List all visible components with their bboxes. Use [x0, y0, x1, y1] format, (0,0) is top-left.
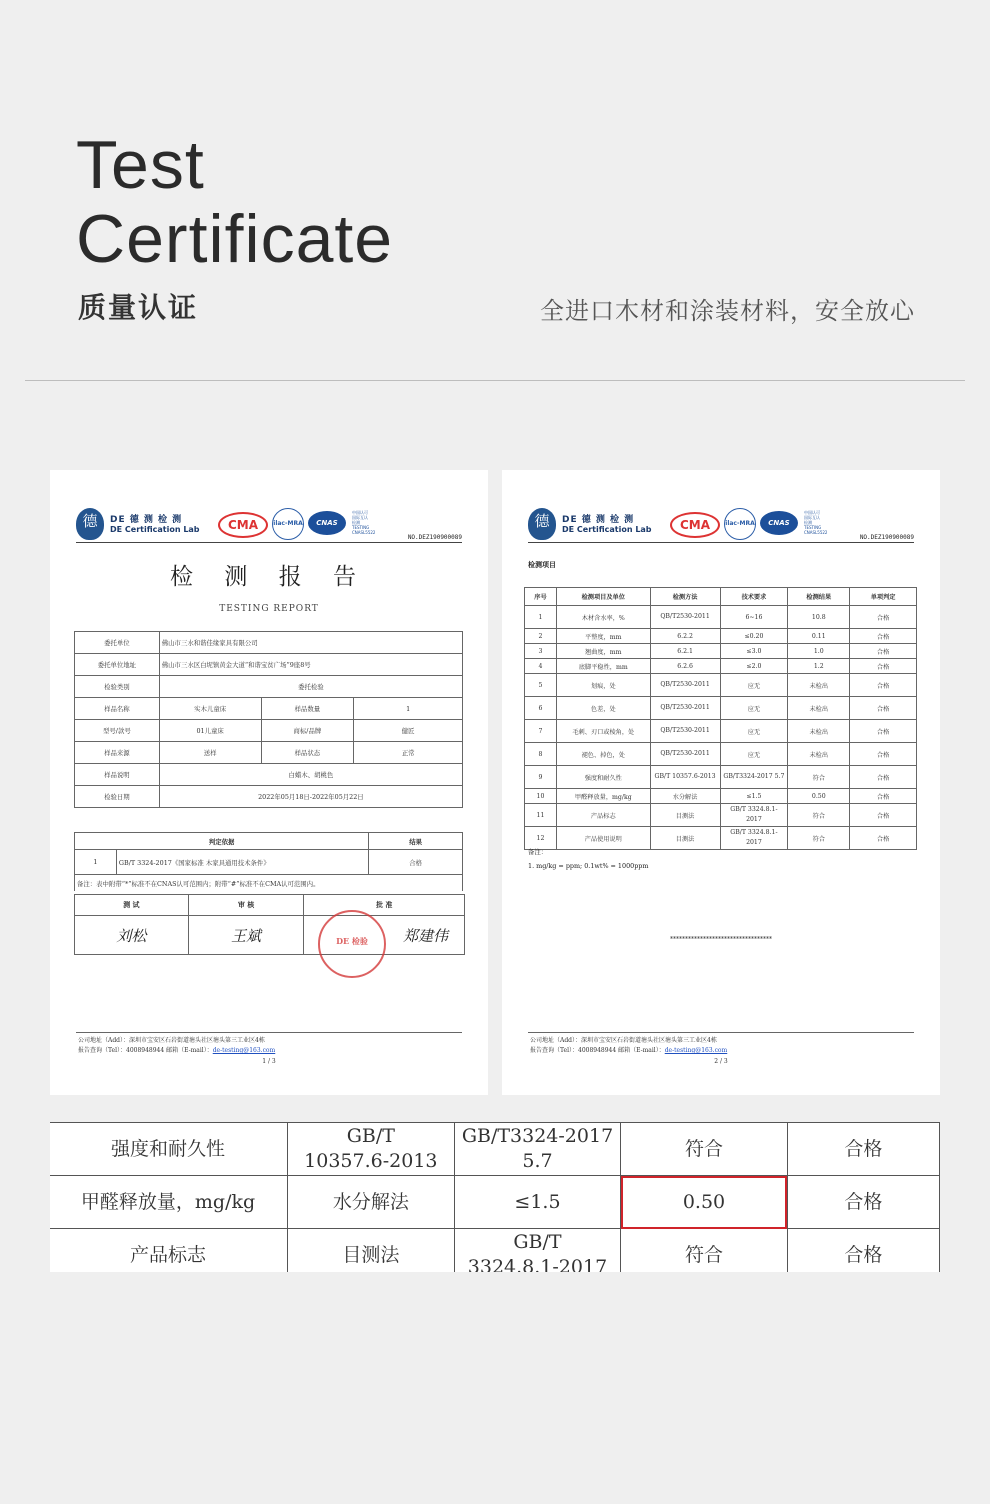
basis-table: 判定依据 结果 1 GB/T 3324-2017《国家标准 木家具通用技术条件》 合格 备注：表中附带“*”标准不在CNAS认可范围内；附带“#”标准不在CMA认可范围内。	[74, 832, 463, 891]
end-marker: **********************************	[670, 936, 772, 943]
table-row: 12 产品使用说明 目测法 GB/T 3324.8.1-2017 符合 合格	[525, 827, 917, 850]
table-row: 1 木材含水率，% QB/T2530-2011 6~16 10.8 合格	[525, 606, 917, 629]
report-title: 检 测 报 告	[170, 564, 368, 590]
test-items-table: 序号 检测项目及单位 检测方法 技术要求 检测结果 单项判定 1 木材含水率，% QB/T2530-2011 6~16 10.8 合格 2 平整度，mm 6.2.2 ≤0.20 0.11 合格 3 翘曲度，mm 6.2.1 ≤3.0 1.0 合格 4 底脚平稳性，mm 6.2.6 ≤2.0 1.2 合格 5 划痕，处 QB/T2530-2011 应无 未检出 合格 6 色差，处 QB/T2530-2011 应无 未检出 合格 7 毛刺、刃口或棱角，处 QB/T2530-2011 应无 未检出 合格 8 褪色、掉色，处 QB/T2530-2011 应无 未检出 合格 9 强度和耐久性 GB/T 10357.6-2013 GB/T3324-2017 5.7 符合 合格 10 甲醛释放量，mg/kg 水分解法 ≤1.5 0.50 合格 11 产品标志 目测法 GB/T 3324.8.1-2017 符合 合格 12 产品使用说明 目测法 GB/T 3324.8.1-2017 符合 合格	[524, 587, 917, 850]
hero-tagline: 全进口木材和涂装材料，安全放心	[540, 297, 915, 325]
signature-table: 测 试 审 核 批 准 刘松 王斌 郑建伟	[74, 894, 465, 955]
signature-approver: 郑建伟	[402, 926, 448, 945]
highlighted-result: 0.50	[621, 1176, 787, 1229]
footer-rule	[76, 1032, 462, 1033]
hero-subtitle: 质量认证	[78, 291, 199, 324]
report-page-2	[502, 470, 940, 1095]
lab-name-en: DE Certification Lab	[110, 525, 200, 534]
page-number: 1 / 3	[262, 1058, 276, 1065]
table-row: 产品标志 目测法 GB/T 3324.8.1-2017 符合 合格	[50, 1229, 940, 1273]
report-header	[528, 508, 914, 548]
lab-name-cn: DE 德 测 检 测	[110, 515, 183, 525]
notes-line: 1. mg/kg = ppm; 0.1wt% = 1000ppm	[528, 862, 649, 870]
zoomed-table	[50, 1122, 940, 1272]
footer-email-link[interactable]: de-testing@163.com	[664, 1047, 728, 1054]
table-row: 9 强度和耐久性 GB/T 10357.6-2013 GB/T3324-2017 5.7 符合 合格	[525, 766, 917, 789]
table-row: 11 产品标志 目测法 GB/T 3324.8.1-2017 符合 合格	[525, 804, 917, 827]
lab-name-en: DE Certification Lab	[562, 525, 652, 534]
notes-heading: 备注：	[528, 848, 548, 856]
signature-reviewer: 王斌	[231, 926, 262, 945]
report-subtitle: TESTING REPORT	[219, 604, 319, 614]
divider	[25, 380, 965, 381]
hero-title-line1: Test	[76, 127, 205, 203]
footer-email-link[interactable]: de-testing@163.com	[212, 1047, 276, 1054]
cma-logo-icon: CMA	[670, 512, 720, 538]
table-row: 7 毛刺、刃口或棱角，处 QB/T2530-2011 应无 未检出 合格	[525, 720, 917, 743]
cnas-text: 中国认可 国际互认 检测 TESTING CNASL5522	[804, 510, 828, 535]
table-row: 4 底脚平稳性，mm 6.2.6 ≤2.0 1.2 合格	[525, 659, 917, 674]
table-row: 强度和耐久性 GB/T 10357.6-2013 GB/T3324-2017 5.7 符合 合格	[50, 1123, 940, 1176]
table-row: 8 褪色、掉色，处 QB/T2530-2011 应无 未检出 合格	[525, 743, 917, 766]
ilac-logo-icon: ilac-MRA	[724, 508, 756, 540]
report-header	[76, 508, 462, 548]
cma-logo-icon: CMA	[218, 512, 268, 538]
page-number: 2 / 3	[714, 1058, 728, 1065]
hero-title	[76, 128, 393, 276]
report-number: NO.DEZ190900089	[407, 534, 462, 541]
red-stamp-icon: DE 检验	[318, 910, 386, 978]
de-logo-icon: 德	[528, 508, 556, 540]
report-footer: 公司地址（Add）：深圳市宝安区石岩街道塘头社区塘头第三工业区4栋 报告查询（Tel）：4008948944 邮箱（E-mail）：de-testing@163.com	[530, 1037, 728, 1054]
cnas-logo-icon: CNAS	[308, 511, 346, 535]
cnas-logo-icon: CNAS	[760, 511, 798, 535]
table-row: 3 翘曲度，mm 6.2.1 ≤3.0 1.0 合格	[525, 644, 917, 659]
table-row: 6 色差，处 QB/T2530-2011 应无 未检出 合格	[525, 697, 917, 720]
sample-info-table: 委托单位 佛山市三水和谐佳缘家具有限公司 委托单位地址 佛山市三水区白坭镇黄金大道“和谐宝贫广场”9座8号 检验类别 委托检验 样品名称 实木儿童床 样品数量 1 型号/款号 01儿童床 商标/品牌 健匠 样品来源 送样 样品状态 正常 样品说明 白蜡木、胡桃色 检验日期 2022年05月18日-2022年05月22日	[74, 631, 463, 808]
cnas-text: 中国认可 国际互认 检测 TESTING CNASL5522	[352, 510, 376, 535]
ilac-logo-icon: ilac-MRA	[272, 508, 304, 540]
table-row: 10 甲醛释放量，mg/kg 水分解法 ≤1.5 0.50 合格	[525, 789, 917, 804]
table-row: 甲醛释放量，mg/kg 水分解法 ≤1.5 0.50 合格	[50, 1176, 940, 1229]
header-rule	[76, 542, 462, 543]
report-number: NO.DEZ190900089	[859, 534, 914, 541]
report-page-1	[50, 470, 488, 1095]
header-rule	[528, 542, 914, 543]
table-row: 5 划痕，处 QB/T2530-2011 应无 未检出 合格	[525, 674, 917, 697]
zoomed-result-strip	[50, 1122, 940, 1272]
hero-title-line2: Certificate	[76, 201, 394, 277]
section-title: 检测项目	[528, 560, 556, 569]
report-footer: 公司地址（Add）：深圳市宝安区石岩街道塘头社区塘头第三工业区4栋 报告查询（Tel）：4008948944 邮箱（E-mail）：de-testing@163.com	[78, 1037, 276, 1054]
signature-tester: 刘松	[116, 926, 147, 945]
de-logo-icon: 德	[76, 508, 104, 540]
table-row: 2 平整度，mm 6.2.2 ≤0.20 0.11 合格	[525, 629, 917, 644]
lab-name-cn: DE 德 测 检 测	[562, 515, 635, 525]
footer-rule	[528, 1032, 914, 1033]
